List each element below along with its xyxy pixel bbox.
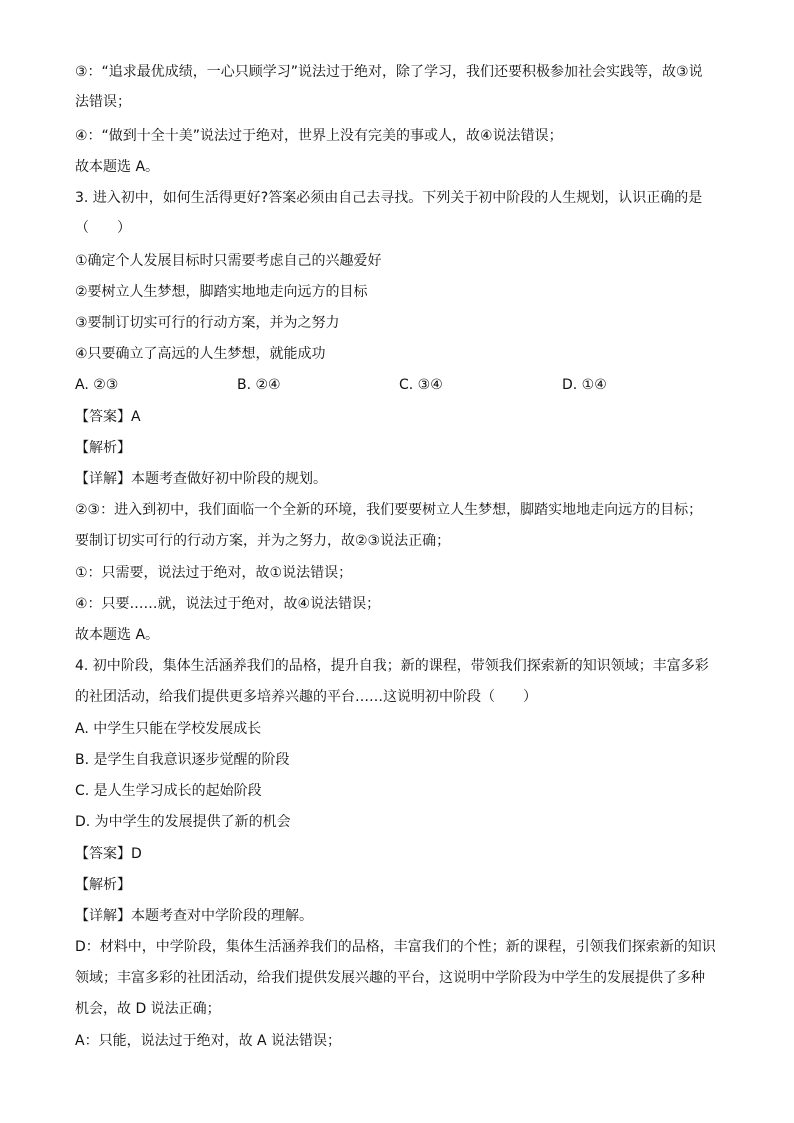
- option-d: D. ①④: [562, 377, 607, 393]
- text-line: ④：“做到十全十美”说法过于绝对，世界上没有完美的事或人，故④说法错误；: [75, 128, 563, 144]
- detail-line: 【详解】本题考查做好初中阶段的规划。: [75, 471, 327, 487]
- option-b: B. ②④: [237, 377, 281, 393]
- text-line: ①：只需要，说法过于绝对，故①说法错误；: [75, 565, 353, 581]
- answer-label: 【答案】A: [75, 409, 141, 425]
- analysis-label: 【解析】: [75, 877, 131, 893]
- question-4-stem: 的社团活动，给我们提供更多培养兴趣的平台……这说明初中阶段（ ）: [75, 689, 537, 705]
- option-c: C. ③④: [399, 377, 443, 393]
- question-4-stem: 4. 初中阶段，集体生活涵养我们的品格，提升自我；新的课程，带领我们探索新的知识领域；丰富多彩: [75, 658, 709, 674]
- detail-line: 【详解】本题考查对中学阶段的理解。: [75, 908, 313, 924]
- text-line: ④：只要……就，说法过于绝对，故④说法错误；: [75, 596, 381, 612]
- question-3-stem: 3. 进入初中，如何生活得更好?答案必须由自己去寻找。下列关于初中阶段的人生规划，认识正确的是: [75, 190, 703, 206]
- text-line: A：只能，说法过于绝对，故 A 说法错误；: [75, 1033, 342, 1049]
- text-line: ②③：进入到初中，我们面临一个全新的环境，我们要要树立人生梦想，脚踏实地地走向远方的目标；: [75, 502, 703, 518]
- text-line: ③：“追求最优成绩，一心只顾学习”说法过于绝对，除了学习，我们还要积极参加社会实践等，故③说: [75, 64, 703, 80]
- answer-label: 【答案】D: [75, 846, 142, 862]
- option-b: B. 是学生自我意识逐步觉醒的阶段: [75, 752, 290, 768]
- option-a: A. ②③: [75, 377, 119, 393]
- statement-1: ①确定个人发展目标时只需要考虑自己的兴趣爱好: [75, 253, 382, 269]
- text-line: 领域；丰富多彩的社团活动，给我们提供发展兴趣的平台，这说明中学阶段为中学生的发展提供了多种: [75, 970, 705, 986]
- option-c: C. 是人生学习成长的起始阶段: [75, 783, 262, 799]
- text-line: D：材料中，中学阶段，集体生活涵养我们的品格，丰富我们的个性；新的课程，引领我们探索新的知识: [75, 939, 716, 955]
- statement-4: ④只要确立了高远的人生梦想，就能成功: [75, 346, 326, 362]
- text-line: 要制订切实可行的行动方案，并为之努力，故②③说法正确；: [75, 533, 451, 549]
- text-line: 法错误；: [75, 94, 131, 110]
- statement-2: ②要树立人生梦想，脚踏实地地走向远方的目标: [75, 284, 368, 300]
- statement-3: ③要制订切实可行的行动方案，并为之努力: [75, 315, 340, 331]
- text-line: 机会，故 D 说法正确；: [75, 1001, 221, 1017]
- analysis-label: 【解析】: [75, 440, 131, 456]
- question-3-blank: （ ）: [75, 220, 131, 236]
- option-d: D. 为中学生的发展提供了新的机会: [75, 814, 291, 830]
- option-a: A. 中学生只能在学校发展成长: [75, 721, 262, 737]
- text-line: 故本题选 A。: [75, 627, 160, 643]
- text-line: 故本题选 A。: [75, 159, 160, 175]
